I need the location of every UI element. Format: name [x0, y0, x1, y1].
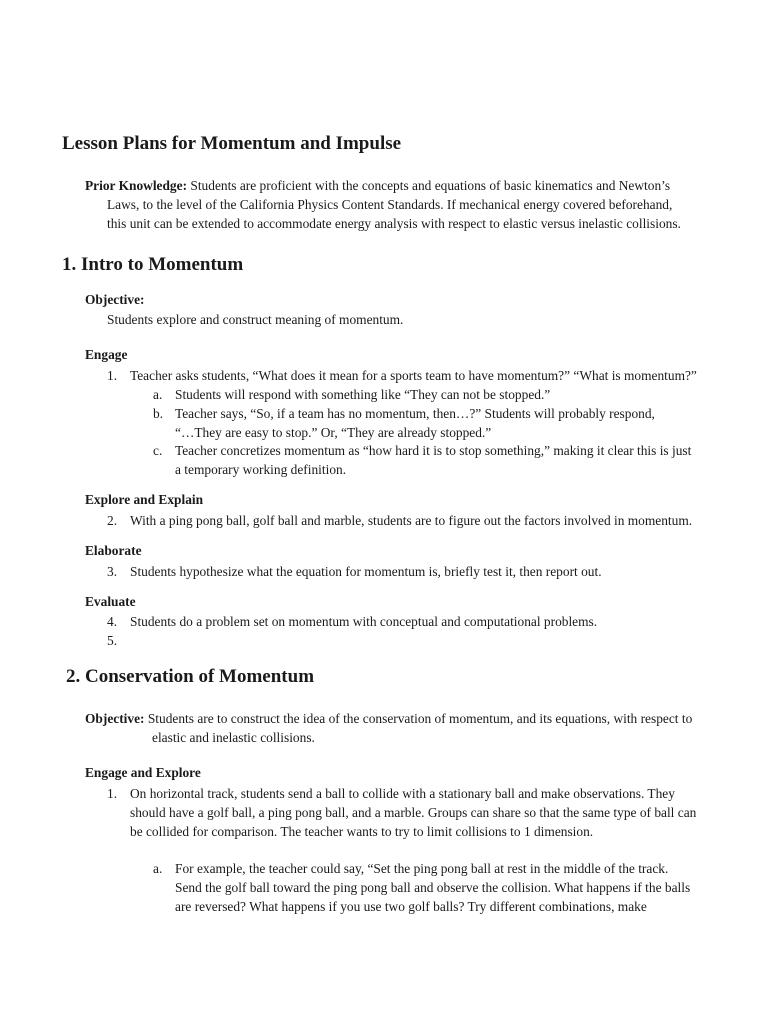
engage-sub-a-num: a. — [153, 387, 163, 402]
section1-objective-label: Objective: — [85, 292, 145, 307]
section2-objective-line1 — [85, 709, 692, 728]
engage-item1-num: 1. — [107, 368, 118, 383]
engage-sub-b-num: b. — [153, 406, 164, 421]
section1-heading: 1. Intro to Momentum — [62, 254, 244, 275]
engage-sub-c-line2: a temporary working definition. — [175, 462, 347, 477]
s2-item1-line3: be collided for comparison. The teacher wants to try to limit collisions to 1 dimension. — [130, 824, 594, 839]
explore-num: 2. — [107, 513, 118, 528]
page-title: Lesson Plans for Momentum and Impulse — [62, 133, 402, 154]
elaborate-text: Students hypothesize what the equation for momentum is, briefly test it, then report out. — [130, 564, 602, 579]
engage-sub-c-num: c. — [153, 443, 163, 458]
elaborate-num: 3. — [107, 564, 118, 579]
engage-sub-b-line2: “…They are easy to stop.” Or, “They are already stopped.” — [175, 425, 492, 440]
evaluate-label: Evaluate — [85, 594, 136, 609]
s2-sub-a-line1: For example, the teacher could say, “Set the ping pong ball at rest in the middle of the track. — [175, 861, 669, 876]
section2-objective-text: Students are to construct the idea of the conservation of momentum, and its equations, with respect to — [147, 711, 693, 726]
s2-sub-a-line3: are reversed? What happens if you use two golf balls? Try different combinations, make — [175, 899, 647, 914]
s2-item1-line1: On horizontal track, students send a ball to collide with a stationary ball and make observations. They — [130, 786, 675, 801]
explore-text: With a ping pong ball, golf ball and marble, students are to figure out the factors involved in momentum. — [130, 513, 693, 528]
s2-sub-a-num: a. — [153, 861, 163, 876]
engage-explore-label: Engage and Explore — [85, 765, 201, 780]
s2-item1-line2: should have a golf ball, a ping pong ball, and a marble. Groups can share so that the same type of ball can — [130, 805, 697, 820]
section1-objective-text: Students explore and construct meaning of momentum. — [107, 312, 404, 327]
prior-knowledge-label: Prior Knowledge: — [85, 178, 188, 193]
section2-objective-line2: elastic and inelastic collisions. — [152, 730, 315, 745]
explore-label: Explore and Explain — [85, 492, 204, 507]
prior-knowledge-line3: this unit can be extended to accommodate energy analysis with respect to elastic versus inelastic collisions. — [107, 216, 681, 231]
section2-heading: 2. Conservation of Momentum — [66, 666, 315, 687]
engage-sub-c-line1: Teacher concretizes momentum as “how hard it is to stop something,” making it clear this is just — [175, 443, 692, 458]
prior-knowledge-text: Students are proficient with the concepts and equations of basic kinematics and Newton’s — [190, 178, 671, 193]
engage-label: Engage — [85, 347, 128, 362]
prior-knowledge-line1 — [85, 176, 670, 195]
evaluate-num4: 4. — [107, 614, 118, 629]
evaluate-num5: 5. — [107, 633, 118, 648]
section2-objective-label: Objective: — [85, 711, 145, 726]
engage-item1-text: Teacher asks students, “What does it mean for a sports team to have momentum?” “What is momentum?” — [130, 368, 697, 383]
engage-sub-a-text: Students will respond with something like “They can not be stopped.” — [175, 387, 551, 402]
evaluate-text4: Students do a problem set on momentum with conceptual and computational problems. — [130, 614, 598, 629]
elaborate-label: Elaborate — [85, 543, 142, 558]
prior-knowledge-line2: Laws, to the level of the California Physics Content Standards. If mechanical energy covered beforehand, — [107, 197, 673, 212]
s2-sub-a-line2: Send the golf ball toward the ping pong ball and observe the collision. What happens if the balls — [175, 880, 691, 895]
engage-sub-b-line1: Teacher says, “So, if a team has no momentum, then…?” Students will probably respond, — [175, 406, 655, 421]
s2-item1-num: 1. — [107, 786, 118, 801]
